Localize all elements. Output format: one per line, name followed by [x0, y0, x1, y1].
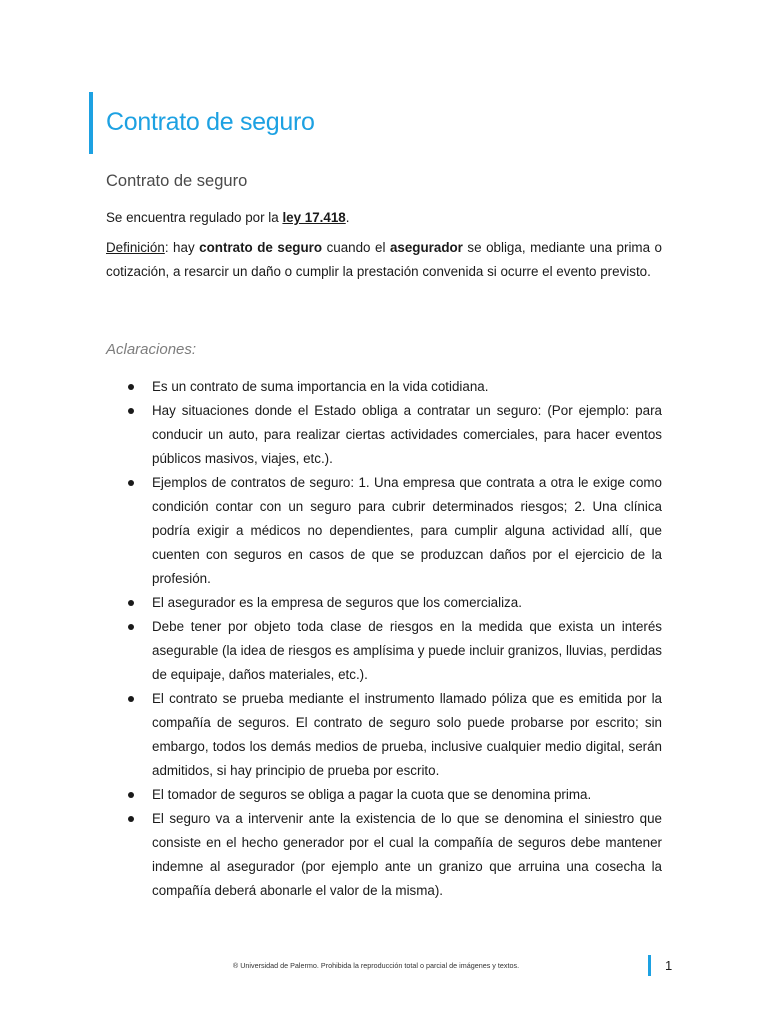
bullet-icon — [128, 480, 134, 486]
list-item — [126, 687, 662, 783]
list-item — [126, 783, 662, 807]
list-item — [126, 615, 662, 687]
document-title: Contrato de seguro — [106, 108, 315, 136]
list-item-text: Ejemplos de contratos de seguro: 1. Una empresa que contrata a otra le exige como condición contar con un seguro para cubrir determinados riesgos; 2. Una clínica podría exigir a médicos no dependientes, para cumplir alguna actividad allí, que cuenten con seguros en casos de que se produzcan daños por el ejercicio de la profesión. — [152, 475, 662, 586]
list-item-text: Debe tener por objeto toda clase de riesgos en la medida que exista un interés asegurable (la idea de riesgos es amplísima y puede incluir granizos, lluvias, perdidas de equipaje, daños materiales, etc.). — [152, 619, 662, 682]
list-item-text: El tomador de seguros se obliga a pagar la cuota que se denomina prima. — [152, 787, 592, 802]
bullet-icon — [128, 600, 134, 606]
list-item — [126, 399, 662, 471]
ley-prefix: Se encuentra regulado por la — [106, 210, 283, 225]
bullet-icon — [128, 696, 134, 702]
list-item — [126, 471, 662, 591]
footer-copyright: ® Universidad de Palermo. Prohibida la reproducción total o parcial de imágenes y textos. — [232, 961, 520, 970]
definicion-label: Definición — [106, 240, 165, 255]
list-item — [126, 807, 662, 903]
list-item-text: El contrato se prueba mediante el instrumento llamado póliza que es emitida por la compañía de seguros. El contrato de seguro solo puede probarse por escrito; sin embargo, todos los demás medios de prueba, inclusive cualquier medio digital, serán admitidos, si hay principio de prueba por escrito. — [152, 691, 662, 778]
footer-accent-bar — [648, 955, 651, 976]
definicion-colon: : hay — [164, 240, 200, 255]
list-item — [126, 591, 662, 615]
definicion-mid: cuando el — [322, 240, 390, 255]
bullet-icon — [128, 792, 134, 798]
definicion-paragraph — [106, 236, 662, 284]
bullet-icon — [128, 624, 134, 630]
section-heading: Contrato de seguro — [106, 172, 248, 190]
aclaraciones-list — [126, 375, 662, 903]
bullet-icon — [128, 816, 134, 822]
ley-paragraph — [106, 206, 662, 230]
list-item — [126, 375, 662, 399]
aclaraciones-heading: Aclaraciones: — [106, 341, 197, 358]
list-item-text: El seguro va a intervenir ante la existencia de lo que se denomina el siniestro que consiste en el hecho generador por el cual la compañía de seguros debe mantener indemne al asegurador (por ejemplo ante un granizo que arruina una cosecha la compañía deberá abonarle el valor de la misma). — [152, 811, 662, 898]
bullet-icon — [128, 384, 134, 390]
list-item-text: Hay situaciones donde el Estado obliga a contratar un seguro: (Por ejemplo: para conducir un auto, para realizar ciertas actividades comerciales, para hacer eventos públicos masivos, viajes, etc.). — [152, 403, 662, 466]
ley-link: ley 17.418 — [282, 210, 346, 225]
title-accent-bar — [89, 92, 93, 154]
bullet-icon — [128, 408, 134, 414]
definicion-actor: asegurador — [389, 240, 463, 255]
list-item-text: El asegurador es la empresa de seguros que los comercializa. — [152, 595, 522, 610]
ley-suffix: . — [345, 210, 350, 225]
definicion-term: contrato de seguro — [199, 240, 323, 255]
definicion-rest: se obliga, mediante una prima o cotización, a resarcir un daño o cumplir la prestación convenida si ocurre el evento previsto. — [106, 240, 662, 279]
list-item-text: Es un contrato de suma importancia en la vida cotidiana. — [152, 379, 489, 394]
page-number: 1 — [665, 958, 673, 973]
